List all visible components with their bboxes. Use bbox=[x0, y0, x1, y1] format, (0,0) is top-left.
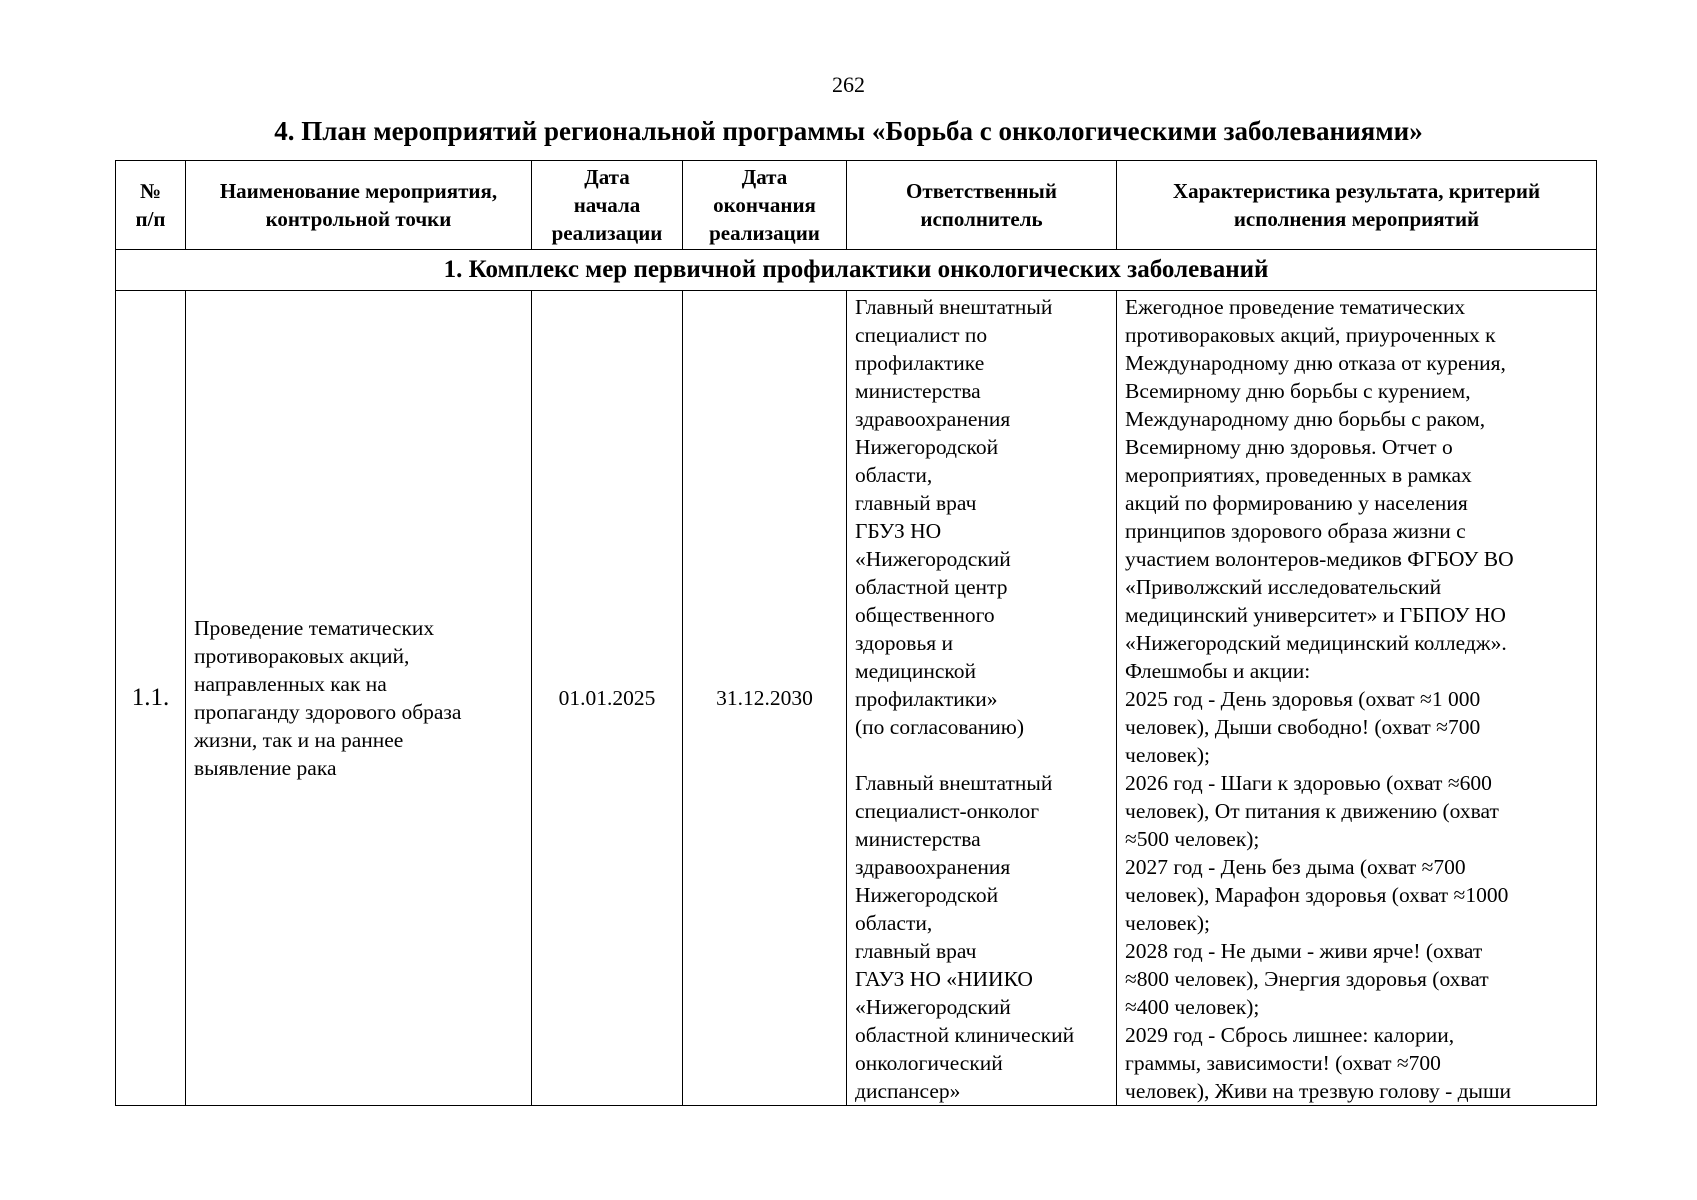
header-responsible: Ответственный исполнитель bbox=[847, 161, 1117, 250]
header-num: № п/п bbox=[116, 161, 186, 250]
responsible-1: Главный внештатный специалист по профилактике министерства здравоохранения Нижегородской области, главный врач ГБУЗ НО «Нижегородский областной центр общественного здоровья и медицинской профилактики» (по согласованию) bbox=[855, 295, 1053, 739]
header-row bbox=[116, 161, 1597, 250]
header-result: Характеристика результата, критерий исполнения мероприятий bbox=[1117, 161, 1597, 250]
responsible-2: Главный внештатный специалист-онколог министерства здравоохранения Нижегородской области, главный врач ГАУЗ НО «НИИКО «Нижегородский областной клинический онкологический диспансер» bbox=[855, 771, 1075, 1103]
row-responsible bbox=[847, 291, 1117, 1106]
header-end-date: Дата окончания реализации bbox=[683, 161, 847, 250]
row-result: Ежегодное проведение тематических противораковых акций, приуроченных к Международному дню отказа от курения, Всемирному дню борьбы с курением, Международному дню борьбы с раком, Всемирному дню здоровья. Отчет о мероприятиях, проведенных в рамках акций по формированию у населения принципов здорового образа жизни с участием волонтеров-медиков ФГБОУ ВО «Приволжский исследовательский медицинский университет» и ГБПОУ НО «Нижегородский медицинский колледж». Флешмобы и акции: 2025 год - День здоровья (охват ≈1 000 человек), Дыши свободно! (охват ≈700 человек); 2026 год - Шаги к здоровью (охват ≈600 человек), От питания к движению (охват ≈500 человек); 2027 год - День без дыма (охват ≈700 человек), Марафон здоровья (охват ≈1000 человек); 2028 год - Не дыми - живи ярче! (охват ≈800 человек), Энергия здоровья (охват ≈400 человек); 2029 год - Сбрось лишнее: калории, граммы, зависимости! (охват ≈700 человек), Живи на трезвую голову - дыши bbox=[1117, 291, 1597, 1106]
row-num: 1.1. bbox=[116, 291, 186, 1106]
row-end-date: 31.12.2030 bbox=[683, 291, 847, 1106]
plan-table bbox=[115, 160, 1597, 1106]
header-name: Наименование мероприятия, контрольной точки bbox=[186, 161, 532, 250]
row-name: Проведение тематических противораковых акций, направленных как на пропаганду здорового образа жизни, так и на раннее выявление рака bbox=[186, 291, 532, 1106]
header-start-date: Дата начала реализации bbox=[532, 161, 683, 250]
table-row bbox=[116, 291, 1597, 1106]
section-row bbox=[116, 250, 1597, 291]
section-title: 1. Комплекс мер первичной профилактики онкологических заболеваний bbox=[116, 250, 1597, 291]
page-number: 262 bbox=[832, 72, 865, 97]
document-title: 4. План мероприятий региональной программы «Борьба с онкологическими заболеваниями» bbox=[274, 116, 1423, 146]
row-start-date: 01.01.2025 bbox=[532, 291, 683, 1106]
